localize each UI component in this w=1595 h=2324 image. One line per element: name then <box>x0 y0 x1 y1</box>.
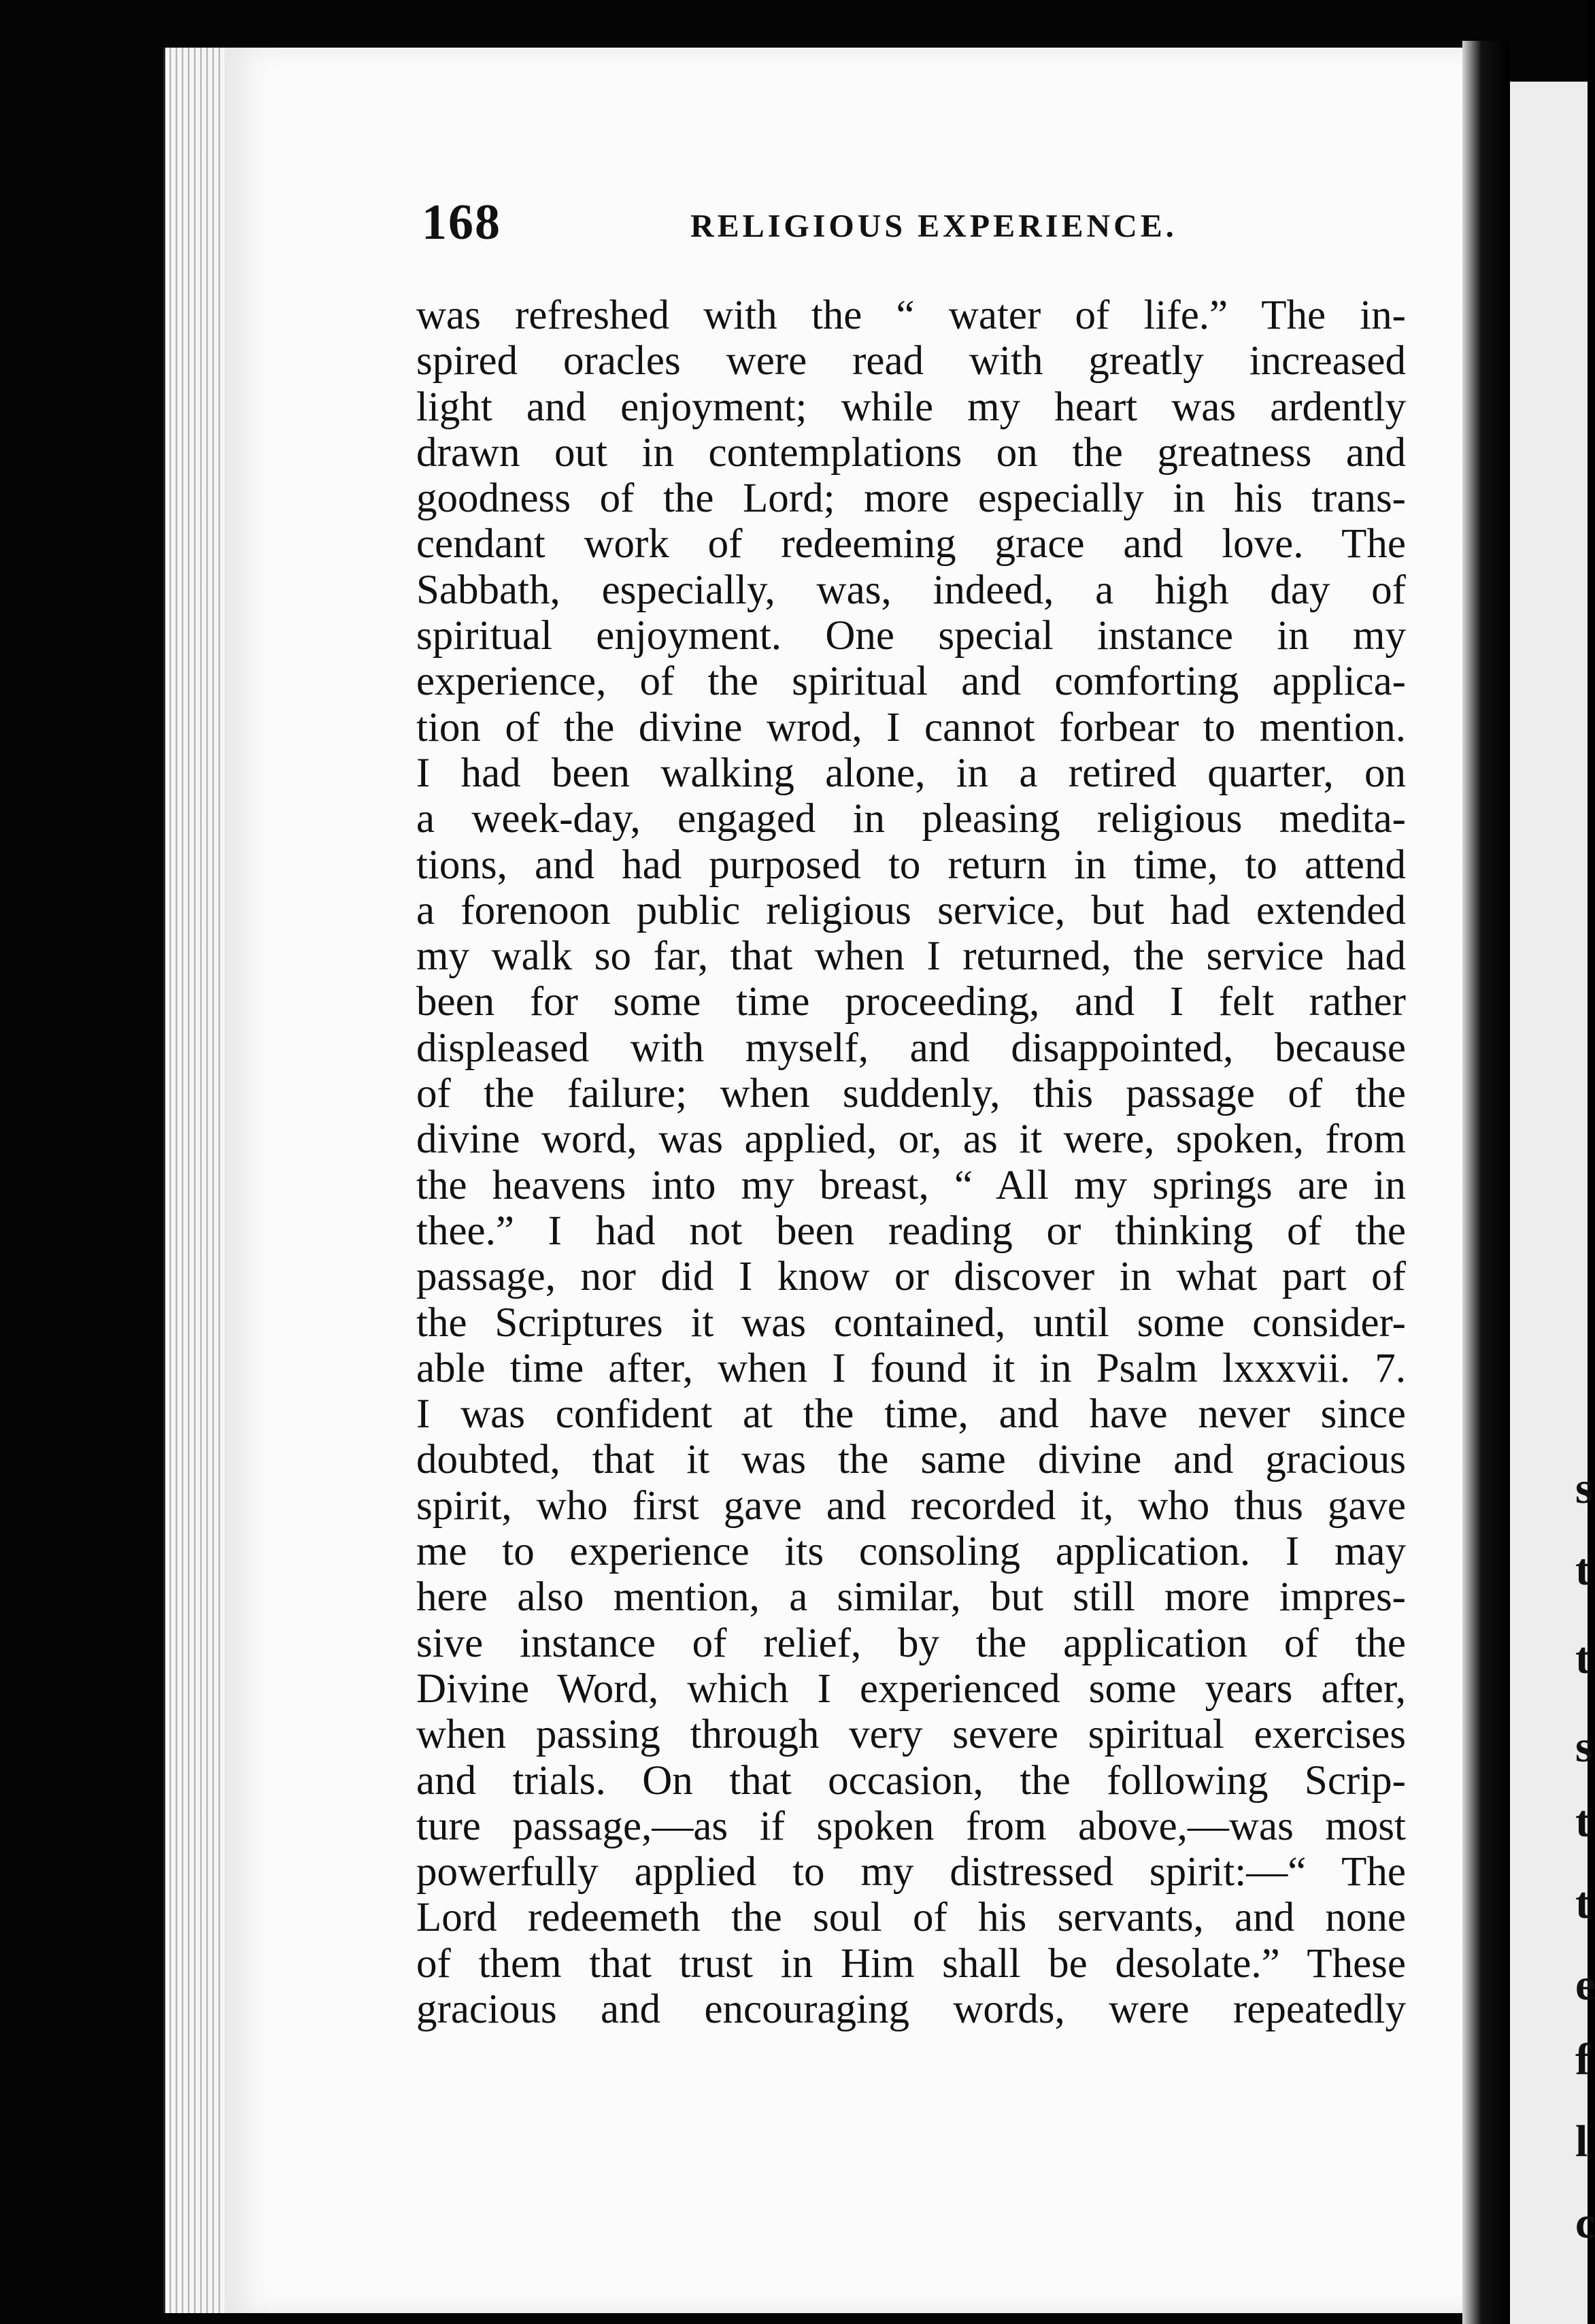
text-line: thee.” I had not been reading or thinking of the <box>416 1208 1406 1254</box>
page-header <box>422 194 1177 255</box>
facing-page-letter: t <box>1575 1878 1590 1928</box>
text-line: here also mention, a similar, but still more impres- <box>416 1574 1406 1621</box>
text-line: displeased with myself, and disappointed, because <box>416 1025 1406 1071</box>
text-line: goodness of the Lord; more especially in his trans- <box>416 476 1406 522</box>
facing-page-letter: t <box>1575 1633 1590 1683</box>
text-line: of the failure; when suddenly, this passage of the <box>416 1071 1406 1117</box>
text-line: when passing through very severe spiritual exercises <box>416 1712 1406 1758</box>
facing-page-letter: c <box>1575 2198 1595 2248</box>
text-line: I was confident at the time, and have never since <box>416 1391 1406 1438</box>
text-line: drawn out in contemplations on the greatness and <box>416 429 1406 476</box>
book-binding-shadow <box>1462 41 1510 2324</box>
text-line: passage, nor did I know or discover in what part of <box>416 1254 1406 1300</box>
text-line: able time after, when I found it in Psalm lxxxvii. 7. <box>416 1345 1406 1391</box>
text-line: been for some time proceeding, and I felt rather <box>416 979 1406 1025</box>
text-line: Divine Word, which I experienced some years after, <box>416 1665 1406 1712</box>
text-line: spirit, who first gave and recorded it, who thus gave <box>416 1482 1406 1529</box>
text-line: doubted, that it was the same divine and gracious <box>416 1437 1406 1483</box>
facing-page-letter: f <box>1575 2035 1590 2085</box>
text-line: light and enjoyment; while my heart was ardently <box>416 384 1406 430</box>
page-number: 168 <box>422 195 501 250</box>
text-line: me to experience its consoling application. I may <box>416 1529 1406 1575</box>
text-line: powerfully applied to my distressed spirit:—“ The <box>416 1849 1406 1895</box>
text-line: tions, and had purposed to return in time, to attend <box>416 842 1406 888</box>
text-line: divine word, was applied, or, as it were, spoken, from <box>416 1116 1406 1163</box>
text-line: cendant work of redeeming grace and love. The <box>416 521 1406 567</box>
text-line: spired oracles were read with greatly increased <box>416 338 1406 384</box>
text-line: Lord redeemeth the soul of his servants, and none <box>416 1895 1406 1941</box>
text-line: the heavens into my breast, “ All my springs are in <box>416 1162 1406 1208</box>
text-line: I had been walking alone, in a retired quarter, on <box>416 750 1406 796</box>
text-line: spiritual enjoyment. One special instance in my <box>416 613 1406 659</box>
text-line: ture passage,—as if spoken from above,—was most <box>416 1803 1406 1849</box>
facing-page-letter: s <box>1575 1722 1593 1772</box>
text-line: tion of the divine wrod, I cannot forbear to mention. <box>416 704 1406 750</box>
body-text <box>416 293 1406 2032</box>
facing-page-letter: e <box>1575 1960 1595 2010</box>
text-line: Sabbath, especially, was, indeed, a high day of <box>416 567 1406 613</box>
running-head: RELIGIOUS EXPERIENCE. <box>690 208 1177 244</box>
text-line: and trials. On that occasion, the following Scrip- <box>416 1757 1406 1804</box>
text-line: experience, of the spiritual and comforting applica- <box>416 659 1406 705</box>
text-line: gracious and encouraging words, were repeatedly <box>416 1986 1406 2032</box>
facing-page-letter: l <box>1575 2116 1588 2166</box>
facing-page-letter: s <box>1575 1463 1593 1513</box>
text-line: a forenoon public religious service, but had extended <box>416 887 1406 933</box>
facing-page-letter: t <box>1575 1545 1590 1595</box>
text-line: the Scriptures it was contained, until some consider- <box>416 1299 1406 1346</box>
text-line: was refreshed with the “ water of life.” The in- <box>416 293 1406 338</box>
text-line: my walk so far, that when I returned, the service had <box>416 933 1406 980</box>
text-line: of them that trust in Him shall be desolate.” These <box>416 1940 1406 1987</box>
facing-page-letter: t <box>1575 1797 1590 1846</box>
text-line: sive instance of relief, by the application of the <box>416 1620 1406 1666</box>
text-line: a week-day, engaged in pleasing religious medita- <box>416 796 1406 842</box>
